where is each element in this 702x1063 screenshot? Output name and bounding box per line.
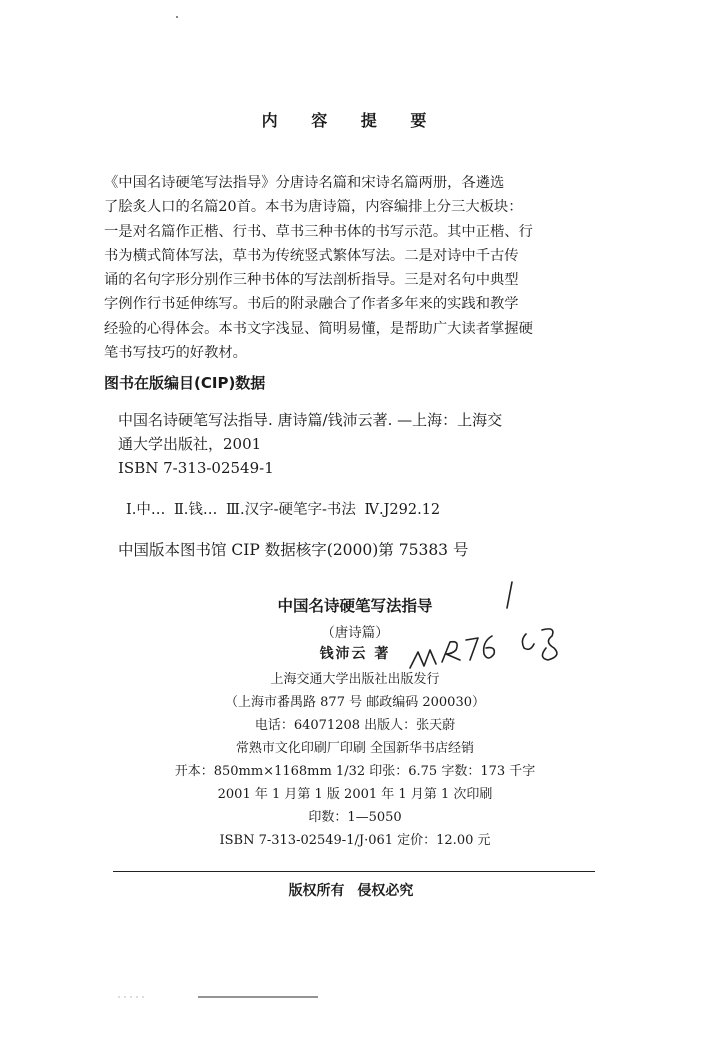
cip-isbn: ISBN 7-313-02549-1 — [118, 459, 274, 477]
imprint-book-title: 中国名诗硬笔写法指导 — [277, 597, 433, 615]
cip-record — [118, 408, 502, 480]
summary-line: 了脍炙人口的名篇20首。本书为唐诗篇，内容编排上分三大板块： — [104, 199, 523, 216]
summary-line: 笔书写技巧的好教材。 — [104, 345, 247, 362]
cip-heading: 图书在版编目(CIP)数据 — [104, 374, 266, 392]
imprint-print-run: 印数：1—5050 — [308, 810, 402, 825]
summary-paragraph — [104, 171, 609, 365]
handwritten-note — [400, 578, 580, 688]
cip-check-number: 中国版本图书馆 CIP 数据核字(2000)第 75383 号 — [118, 541, 469, 559]
summary-line: 诵的名句字形分别作三种书体的写法剖析指导。三是对名句中典型 — [104, 272, 519, 289]
summary-line: 字例作行书延伸练写。书后的附录融合了作者多年来的实践和教学 — [104, 296, 519, 313]
scan-marks — [118, 995, 318, 999]
speck-mark — [176, 16, 178, 18]
cip-record-line: 通大学出版社，2001 — [118, 435, 262, 453]
imprint-author: 钱沛云 著 — [319, 646, 391, 662]
summary-line: 《中国名诗硬笔写法指导》分唐诗名篇和宋诗名篇两册，各遴选 — [104, 175, 505, 191]
imprint-publisher: 上海交通大学出版社出版发行 — [270, 672, 440, 687]
imprint-isbn-price: ISBN 7-313-02549-1/J·061 定价：12.00 元 — [219, 833, 491, 848]
summary-line: 一是对名篇作正楷、行书、草书三种书体的书写示范。其中正楷、行 — [104, 223, 533, 240]
imprint-edition: 2001 年 1 月第 1 版 2001 年 1 月第 1 次印刷 — [217, 787, 493, 802]
divider-rule — [113, 871, 595, 872]
summary-line: 经验的心得体会。本书文字浅显、简明易懂，是帮助广大读者掌握硬 — [104, 320, 533, 337]
imprint-subtitle: （唐诗篇） — [321, 625, 389, 641]
cip-record-line: 中国名诗硬笔写法指导. 唐诗篇/钱沛云著. —上海：上海交 — [118, 411, 503, 429]
summary-line: 书为横式简体写法，草书为传统竖式繁体写法。二是对诗中千古传 — [104, 247, 519, 264]
imprint-address: （上海市番禺路 877 号 邮政编码 200030） — [225, 695, 485, 710]
imprint-printer: 常熟市文化印刷厂印刷 全国新华书店经销 — [235, 741, 475, 756]
copyright-notice: 版权所有 侵权必究 — [288, 883, 414, 899]
summary-title: 内 容 提 要 — [261, 111, 441, 130]
imprint-contact: 电话：64071208 出版人：张天蔚 — [254, 718, 456, 733]
imprint-format: 开本：850mm×1168mm 1/32 印张：6.75 字数：173 千字 — [174, 764, 536, 779]
cip-classification: Ⅰ.中… Ⅱ.钱… Ⅲ.汉字-硬笔字-书法 Ⅳ.J292.12 — [126, 502, 441, 518]
